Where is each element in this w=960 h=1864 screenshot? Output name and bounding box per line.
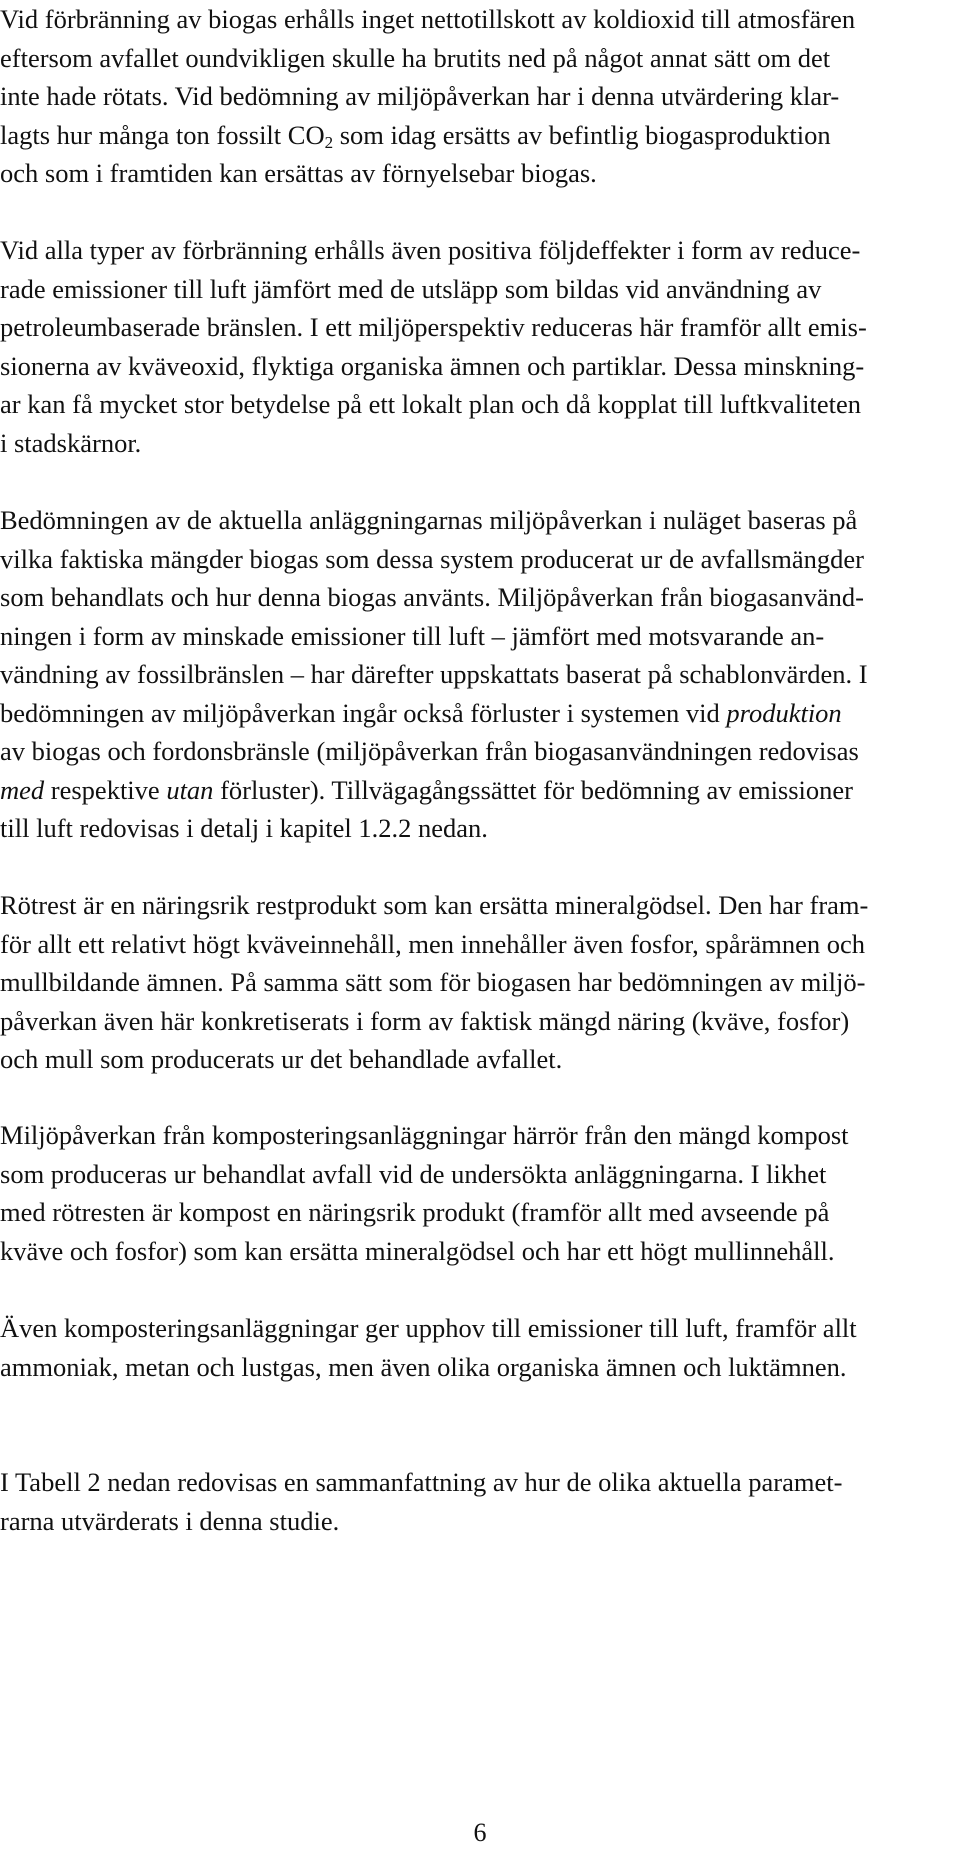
text-fragment: lagts hur många ton fossilt CO (0, 119, 325, 150)
text-line: ar kan få mycket stor betydelse på ett lokalt plan och då kopplat till luftkvaliteten (0, 389, 861, 419)
text-line: I Tabell 2 nedan redovisas en sammanfattning av hur de olika aktuella paramet- (0, 1467, 843, 1497)
text-line: ammoniak, metan och lustgas, men även olika organiska ämnen och luktämnen. (0, 1351, 847, 1382)
text-line: som produceras ur behandlat avfall vid de undersökta anläggningarna. I likhet (0, 1158, 827, 1189)
text-line: av biogas och fordonsbränsle (miljöpåverkan från biogasanvändningen redovisas (0, 736, 859, 766)
text-line: mullbildande ämnen. På samma sätt som för biogasen har bedömningen av miljö- (0, 967, 866, 997)
text-line: Rötrest är en näringsrik restprodukt som kan ersätta mineralgödsel. Den har fram- (0, 890, 869, 920)
paragraph-table-reference (0, 1463, 842, 1540)
text-line: påverkan även här konkretiserats i form av faktisk mängd näring (kväve, fosfor) (0, 1005, 850, 1036)
text-line: för allt ett relativt högt kväveinnehåll, men innehåller även fosfor, spårämnen och (0, 928, 866, 959)
text-line-med-utan (0, 771, 868, 810)
paragraph-side-effects (0, 231, 867, 462)
text-line: i stadskärnor. (0, 427, 142, 458)
paragraph-digestate (0, 886, 868, 1079)
text-fragment: respektive (44, 774, 167, 805)
text-line: inte hade rötats. Vid bedömning av miljöpåverkan har i denna utvärdering klar- (0, 81, 840, 111)
text-fragment: som idag ersätts av befintlig biogasproduktion (333, 119, 831, 150)
text-line: med rötresten är kompost en näringsrik produkt (framför allt med avseende på (0, 1197, 830, 1227)
text-fragment: bedömningen av miljöpåverkan ingår också förluster i systemen vid (0, 697, 727, 728)
text-line: Vid förbränning av biogas erhålls inget nettotillskott av koldioxid till atmosfären (0, 4, 856, 34)
text-line: kväve och fosfor) som kan ersätta mineralgödsel och har ett högt mullinnehåll. (0, 1235, 835, 1266)
text-line: och mull som producerats ur det behandlade avfallet. (0, 1044, 563, 1074)
text-line: vändning av fossilbränslen – har därefter uppskattats baserat på schablonvärden. I (0, 659, 868, 689)
co2-subscript: 2 (324, 132, 334, 152)
text-line: Miljöpåverkan från komposteringsanläggningar härrör från den mängd kompost (0, 1120, 849, 1150)
text-line: till luft redovisas i detalj i kapitel 1.2.2 nedan. (0, 813, 488, 843)
paragraph-composting-emissions (0, 1309, 857, 1386)
text-line-co2 (0, 116, 855, 155)
text-line: Vid alla typer av förbränning erhålls även positiva följdeffekter i form av reduce- (0, 235, 861, 265)
text-line: rarna utvärderats i denna studie. (0, 1505, 340, 1536)
text-line: Även komposteringsanläggningar ger upphov till emissioner till luft, framför allt (0, 1313, 857, 1343)
italic-med: med (0, 774, 45, 805)
text-line: vilka faktiska mängder biogas som dessa system producerat ur de avfallsmängder (0, 543, 864, 574)
text-line: eftersom avfallet oundvikligen skulle ha brutits ned på något annat sätt om det (0, 42, 831, 73)
text-line-produktion (0, 694, 868, 733)
page-number: 6 (473, 1818, 487, 1847)
text-line: petroleumbaserade bränslen. I ett miljöperspektiv reduceras här framför allt emis- (0, 312, 867, 342)
paragraph-biogas-combustion (0, 0, 855, 193)
italic-utan: utan (166, 774, 214, 805)
paragraph-composting-impact (0, 1116, 849, 1270)
text-line: och som i framtiden kan ersättas av förnyelsebar biogas. (0, 158, 597, 188)
text-line: som behandlats och hur denna biogas använts. Miljöpåverkan från biogasanvänd- (0, 582, 864, 612)
text-line: rade emissioner till luft jämfört med de utsläpp som bildas vid användning av (0, 273, 822, 304)
italic-produktion: produktion (726, 697, 842, 728)
text-line: ningen i form av minskade emissioner till luft – jämfört med motsvarande an- (0, 620, 825, 651)
text-fragment: förluster). Tillvägagångssättet för bedömning av emissioner (213, 774, 854, 805)
text-line: Bedömningen av de aktuella anläggningarnas miljöpåverkan i nuläget baseras på (0, 505, 858, 535)
paragraph-assessment-method (0, 501, 868, 848)
text-line: sionerna av kväveoxid, flyktiga organiska ämnen och partiklar. Dessa minskning- (0, 350, 865, 381)
